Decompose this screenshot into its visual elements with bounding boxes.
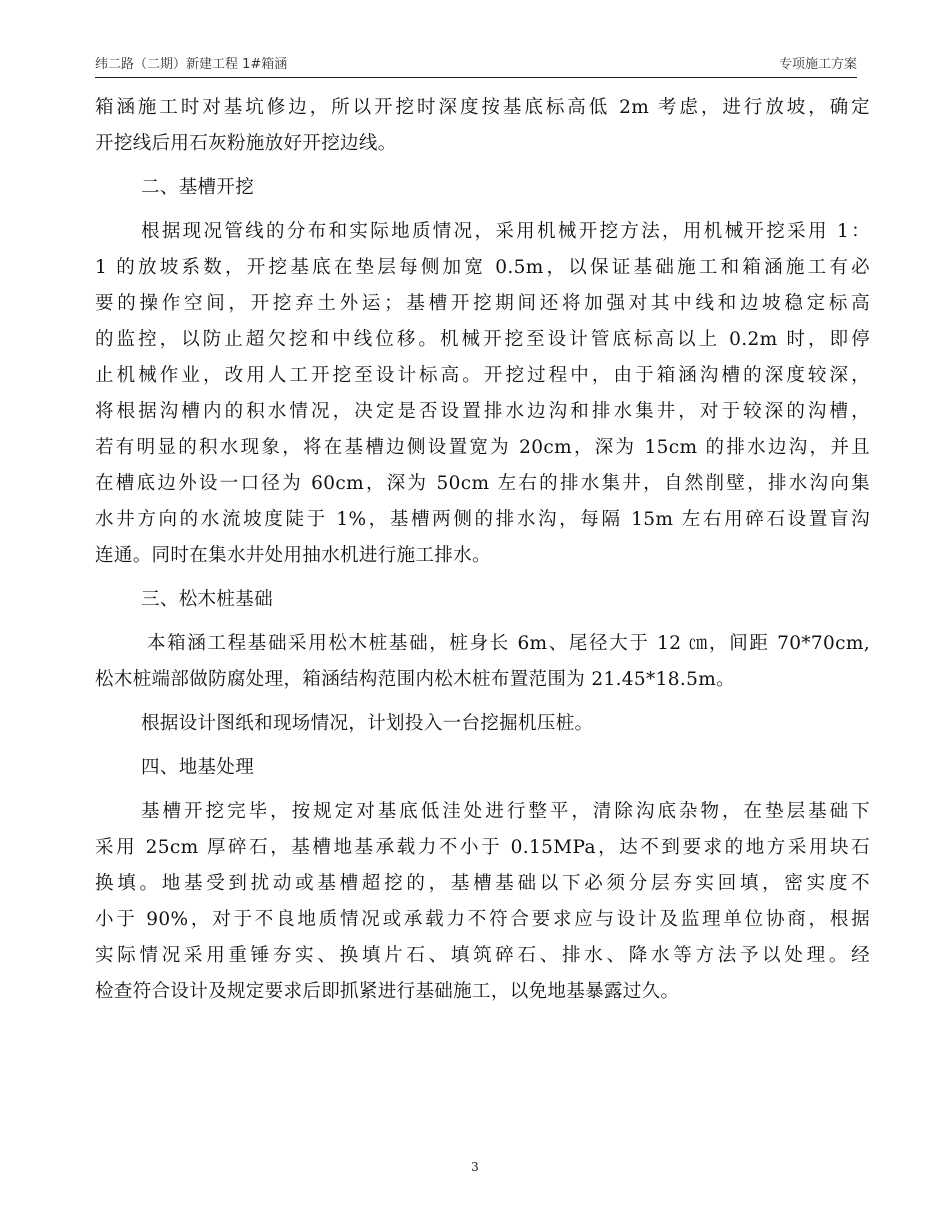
paragraph-line: 检查符合设计及规定要求后即抓紧进行基础施工，以免地基暴露过久。 — [95, 981, 680, 1002]
paragraph-line: 要的操作空间，开挖弃土外运；基槽开挖期间还将加强对其中线和边坡稳定标高 — [95, 293, 870, 314]
paragraph-line: 根据现况管线的分布和实际地质情况，采用机械开挖方法，用机械开挖采用 1： — [141, 221, 870, 242]
paragraph-line: 连通。同时在集水井处用抽水机进行施工排水。 — [95, 545, 491, 566]
section-heading-trench-excavation: 二、基槽开挖 — [141, 177, 255, 198]
section-heading-foundation-treatment: 四、地基处理 — [141, 757, 255, 778]
section-heading-pine-pile-foundation: 三、松木桩基础 — [141, 589, 273, 610]
paragraph-line: 小于 90%，对于不良地质情况或承载力不符合要求应与设计及监理单位协商，根据 — [95, 909, 870, 930]
header-project-title: 纬二路（二期）新建工程 1#箱涵 — [95, 57, 288, 72]
paragraph-line: 本箱涵工程基础采用松木桩基础，桩身长 6m、尾径大于 12 ㎝，间距 70*70cm, — [147, 633, 870, 654]
paragraph-line: 箱涵施工时对基坑修边，所以开挖时深度按基底标高低 2m 考虑，进行放坡，确定 — [95, 97, 870, 118]
header-document-type: 专项施工方案 — [778, 57, 857, 72]
paragraph-line: 1 的放坡系数，开挖基底在垫层每侧加宽 0.5m，以保证基础施工和箱涵施工有必 — [95, 257, 870, 278]
paragraph-line: 根据设计图纸和现场情况，计划投入一台挖掘机压桩。 — [141, 713, 594, 734]
paragraph-line: 实际情况采用重锤夯实、换填片石、填筑碎石、排水、降水等方法予以处理。经 — [95, 945, 870, 966]
page-number: 3 — [471, 1160, 479, 1174]
document-body — [95, 90, 870, 1010]
paragraph-line: 水井方向的水流坡度陡于 1%，基槽两侧的排水沟，每隔 15m 左右用碎石设置盲沟 — [95, 509, 870, 530]
page-header — [95, 55, 857, 78]
paragraph-line: 开挖线后用石灰粉施放好开挖边线。 — [95, 133, 397, 154]
paragraph-line: 止机械作业，改用人工开挖至设计标高。开挖过程中，由于箱涵沟槽的深度较深， — [95, 365, 870, 386]
paragraph-line: 将根据沟槽内的积水情况，决定是否设置排水边沟和排水集井，对于较深的沟槽， — [95, 401, 870, 422]
paragraph-line: 换填。地基受到扰动或基槽超挖的，基槽基础以下必须分层夯实回填，密实度不 — [95, 873, 870, 894]
paragraph-line: 在槽底边外设一口径为 60cm，深为 50cm 左右的排水集井，自然削壁，排水沟向集 — [95, 473, 870, 494]
paragraph-line: 若有明显的积水现象，将在基槽边侧设置宽为 20cm，深为 15cm 的排水边沟，并且 — [95, 437, 870, 458]
paragraph-line: 的监控，以防止超欠挖和中线位移。机械开挖至设计管底标高以上 0.2m 时，即停 — [95, 329, 870, 350]
paragraph-line: 基槽开挖完毕，按规定对基底低洼处进行整平，清除沟底杂物，在垫层基础下 — [141, 801, 870, 822]
paragraph-line: 采用 25cm 厚碎石，基槽地基承载力不小于 0.15MPa，达不到要求的地方采用块石 — [95, 837, 870, 858]
paragraph-line: 松木桩端部做防腐处理，箱涵结构范围内松木桩布置范围为 21.45*18.5m。 — [95, 669, 735, 690]
